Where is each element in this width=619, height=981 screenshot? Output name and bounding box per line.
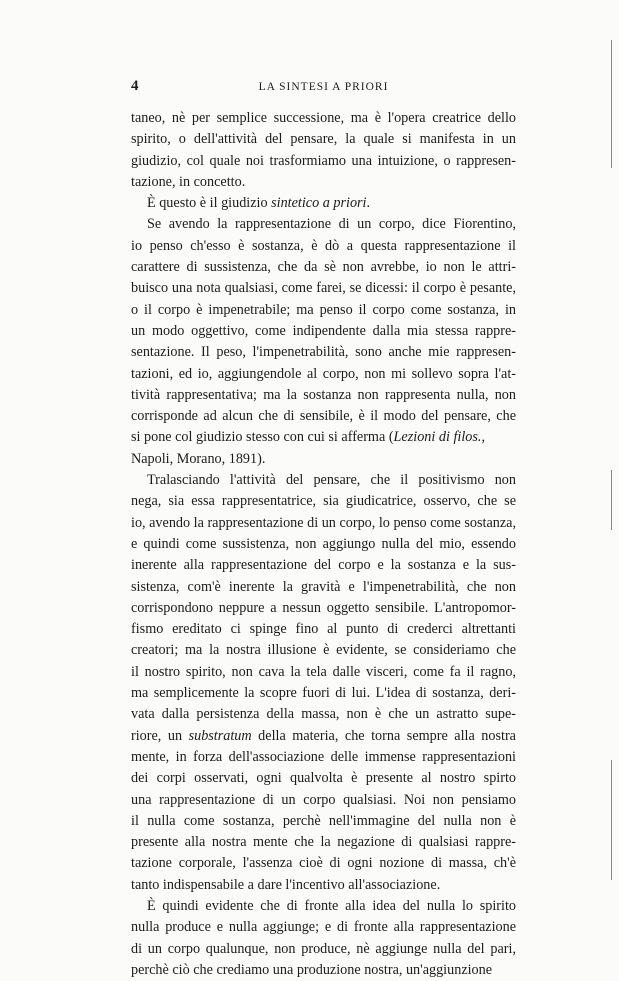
text-line <box>131 917 516 938</box>
line-text: presente alla nostra mente che la negazione di qualsiasi rappre- <box>131 834 516 851</box>
text-line <box>131 470 516 491</box>
line-text: tazioni, ed io, aggiungendole al corpo, non mi sollevo sopra l'at- <box>131 365 516 382</box>
page-edge-mark <box>611 760 612 880</box>
text-line <box>131 555 516 576</box>
text-line <box>131 939 516 960</box>
text-line <box>131 151 516 172</box>
text-line <box>131 129 516 150</box>
text-line <box>131 172 516 193</box>
text-line <box>131 108 516 129</box>
line-text: tività rappresentativa; ma la sostanza non rappresenta nulla, non <box>131 386 516 403</box>
line-text: creatori; ma la nostra illusione è evidente, se consideriamo che <box>131 642 516 659</box>
line-text: tazione, in concetto. <box>131 173 246 190</box>
text-line <box>131 896 516 917</box>
line-text: È quindi evidente che di fronte alla idea del nulla lo spirito <box>147 897 516 914</box>
line-text: ma semplicemente la scopre fuori di lui. L'idea di sostanza, deri- <box>131 685 516 702</box>
line-text: il nulla come sostanza, perchè nell'immagine del nulla non è <box>131 812 516 829</box>
text-line <box>131 321 516 342</box>
text-body <box>131 108 516 981</box>
line-text: È questo è il giudizio <box>147 195 272 212</box>
line-text: un modo oggettivo, come indipendente dalla mia stessa rappre- <box>131 322 516 339</box>
line-text: io, avendo la rappresentazione di un corpo, lo penso come sostanza, <box>131 514 516 531</box>
line-text: di un corpo qualunque, non produce, nè aggiunge nulla del pari, <box>131 940 516 957</box>
line-text: nulla produce e nulla aggiunge; e di fronte alla rappresentazione <box>131 919 516 936</box>
text-line <box>131 364 516 385</box>
text-line <box>131 577 516 598</box>
line-text: vata dalla persistenza della massa, non è che un astratto supe- <box>131 706 516 723</box>
text-line <box>131 236 516 257</box>
line-text: nega, sia essa rappresentatrice, sia giudicatrice, osservo, che se <box>131 493 516 510</box>
text-line <box>131 853 516 874</box>
text-line <box>131 449 516 470</box>
line-text: Tralasciando l'attività del pensare, che il positivismo non <box>147 472 516 489</box>
text-line <box>131 406 516 427</box>
text-line <box>131 300 516 321</box>
line-text: o il corpo è impenetrabile; ma penso il corpo come sostanza, in <box>131 301 516 318</box>
line-text: perchè ciò che crediamo una produzione nostra, un'aggiunzione <box>131 961 493 978</box>
text-line <box>131 726 516 747</box>
line-text: corrispondono neppure a nessun oggetto sensibile. L'antropomor- <box>131 599 516 616</box>
line-text: inerente alla rappresentazione del corpo e la sostanza e la sus- <box>131 557 516 574</box>
line-text: il nostro spirito, non cava la tela dalle visceri, come fa il ragno, <box>131 663 516 680</box>
line-text: dei corpi osservati, ogni qualvolta è presente al nostro spirto <box>131 770 516 787</box>
running-title: LA SINTESI A PRIORI <box>258 81 389 93</box>
line-text: Napoli, Morano, 1891). <box>131 450 266 467</box>
line-text: tazione corporale, l'assenza cioè di ogni nozione di massa, ch'è <box>131 855 516 872</box>
line-text: taneo, nè per semplice successione, ma è l'opera creatrice dello <box>131 110 516 126</box>
text-line <box>131 683 516 704</box>
text-line <box>131 534 516 555</box>
line-text: sistenza, com'è inerente la gravità e l'impenetrabilità, che non <box>131 578 516 595</box>
text-line <box>131 513 516 534</box>
text-line <box>131 960 516 981</box>
line-text: Se avendo la rappresentazione di un corpo, dice Fiorentino, <box>147 216 516 233</box>
text-line <box>131 278 516 299</box>
text-line <box>131 790 516 811</box>
line-text: giudizio, col quale noi trasformiamo una intuizione, o rappresen- <box>131 152 516 169</box>
page-edge-mark <box>611 470 612 530</box>
text-line <box>131 427 516 448</box>
text-line <box>131 619 516 640</box>
text-line <box>131 214 516 235</box>
line-text: riore, un <box>131 727 189 744</box>
text-line <box>131 491 516 512</box>
line-text: mente, in forza dell'associazione delle immense rappresentazioni <box>131 748 516 765</box>
text-line <box>131 598 516 619</box>
line-text: sentazione. Il peso, l'impenetrabilità, sono anche mie rappresen- <box>131 344 516 361</box>
text-line <box>131 875 516 896</box>
text-line <box>131 768 516 789</box>
italic-text: Lezioni di filos. <box>393 429 482 446</box>
page-edge-mark <box>611 40 612 168</box>
text-line <box>131 747 516 768</box>
line-text: . <box>366 195 371 212</box>
line-text: una rappresentazione di un corpo qualsiasi. Noi non pensiamo <box>131 791 516 808</box>
text-line <box>131 662 516 683</box>
text-line <box>131 342 516 363</box>
line-text: carattere di sussistenza, che da sè non avrebbe, io non le attri- <box>131 259 516 276</box>
text-line <box>131 385 516 406</box>
line-text: buisco una nota qualsiasi, come farei, se dicessi: il corpo è pesante, <box>131 280 516 297</box>
text-line <box>131 193 516 214</box>
line-text: si pone col giudizio stesso con cui si afferma ( <box>131 429 394 446</box>
text-line <box>131 811 516 832</box>
line-text: fismo ereditato ci spinge fino al punto di crederci altrettanti <box>131 621 516 638</box>
text-line <box>131 832 516 853</box>
line-text: spirito, o dell'attività del pensare, la quale si manifesta in un <box>131 131 516 148</box>
page-number: 4 <box>131 78 139 94</box>
italic-text: substratum <box>188 727 252 744</box>
text-line <box>131 257 516 278</box>
line-text: e quindi come sussistenza, non aggiungo nulla del mio, essendo <box>131 535 516 552</box>
text-line <box>131 704 516 725</box>
italic-text: sintetico a priori <box>271 195 367 212</box>
line-text: della materia, che torna sempre alla nostra <box>251 727 516 744</box>
text-line <box>131 640 516 661</box>
line-text: io penso ch'esso è sostanza, è dò a questa rappresentazione il <box>131 237 516 254</box>
page-header <box>131 78 516 98</box>
line-text: tanto indispensabile a dare l'incentivo all'associazione. <box>131 876 441 893</box>
line-text: corrisponde ad alcun che di sensibile, è il modo del pensare, che <box>131 408 516 425</box>
line-text: , <box>481 429 485 446</box>
